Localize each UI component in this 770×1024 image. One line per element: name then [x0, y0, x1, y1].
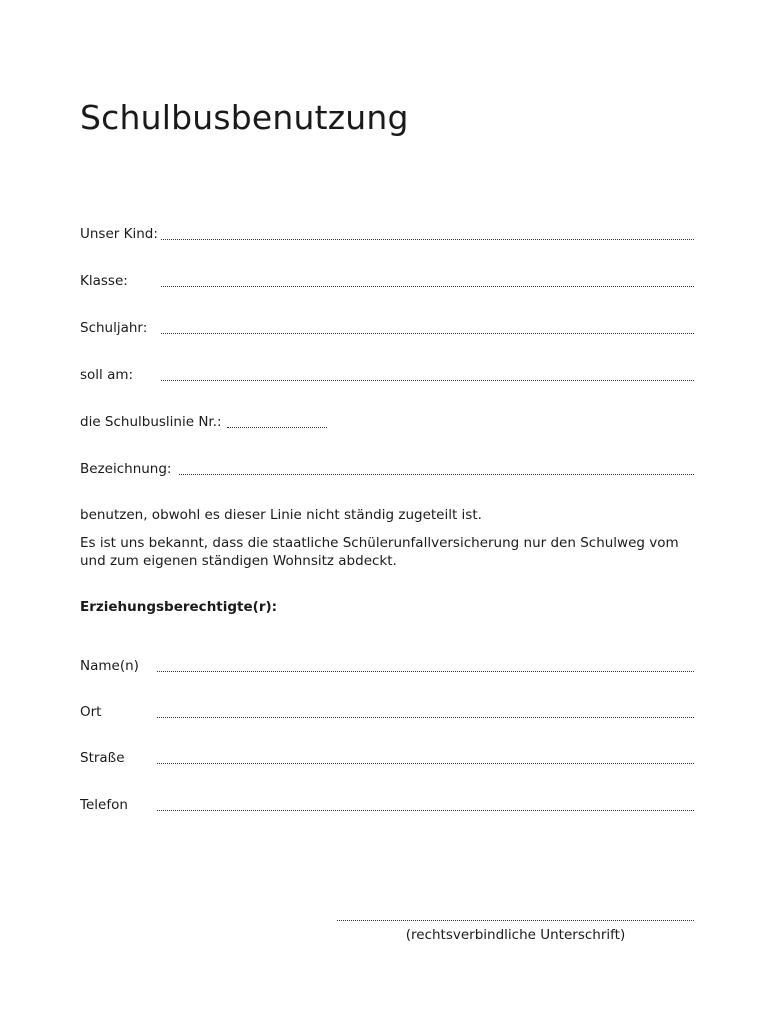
signature-caption: (rechtsverbindliche Unterschrift) — [405, 927, 626, 943]
designation-label: Bezeichnung: — [80, 461, 172, 477]
street-label: Straße — [80, 750, 125, 766]
school-year-field[interactable] — [161, 323, 694, 334]
child-row — [80, 224, 694, 244]
bus-line-number-field[interactable] — [227, 417, 327, 428]
designation-row — [80, 459, 694, 479]
city-label: Ort — [80, 704, 102, 720]
phone-row — [80, 795, 694, 815]
class-row — [80, 271, 694, 291]
bus-line-label: die Schulbuslinie Nr.: — [80, 414, 222, 430]
date-label: soll am: — [80, 367, 134, 383]
guardian-name-label: Name(n) — [80, 658, 139, 674]
notice-line-1: Es ist uns bekannt, dass die staatliche Schülerunfallversicherung nur den Schulweg vom — [80, 535, 679, 551]
class-field[interactable] — [161, 276, 694, 287]
street-field[interactable] — [157, 753, 694, 764]
signature-field[interactable] — [337, 910, 694, 921]
phone-field[interactable] — [157, 800, 694, 811]
notice-line-2: und zum eigenen ständigen Wohnsitz abdeckt. — [80, 553, 397, 569]
city-field[interactable] — [157, 707, 694, 718]
phone-label: Telefon — [80, 797, 128, 813]
school-year-row — [80, 318, 694, 338]
class-label: Klasse: — [80, 273, 128, 289]
street-row — [80, 748, 694, 768]
date-field[interactable] — [161, 370, 694, 381]
child-name-field[interactable] — [161, 229, 694, 240]
school-year-label: Schuljahr: — [80, 320, 148, 336]
city-row — [80, 702, 694, 722]
guardian-name-row — [80, 656, 694, 676]
guardian-name-field[interactable] — [157, 661, 694, 672]
date-row — [80, 365, 694, 385]
designation-field[interactable] — [179, 464, 694, 475]
statement-text: benutzen, obwohl es dieser Linie nicht ständig zugeteilt ist. — [80, 507, 482, 523]
guardian-heading: Erziehungsberechtigte(r): — [80, 599, 278, 615]
bus-line-row — [80, 412, 330, 432]
child-label: Unser Kind: — [80, 226, 158, 242]
form-title: Schulbusbenutzung — [80, 98, 409, 137]
